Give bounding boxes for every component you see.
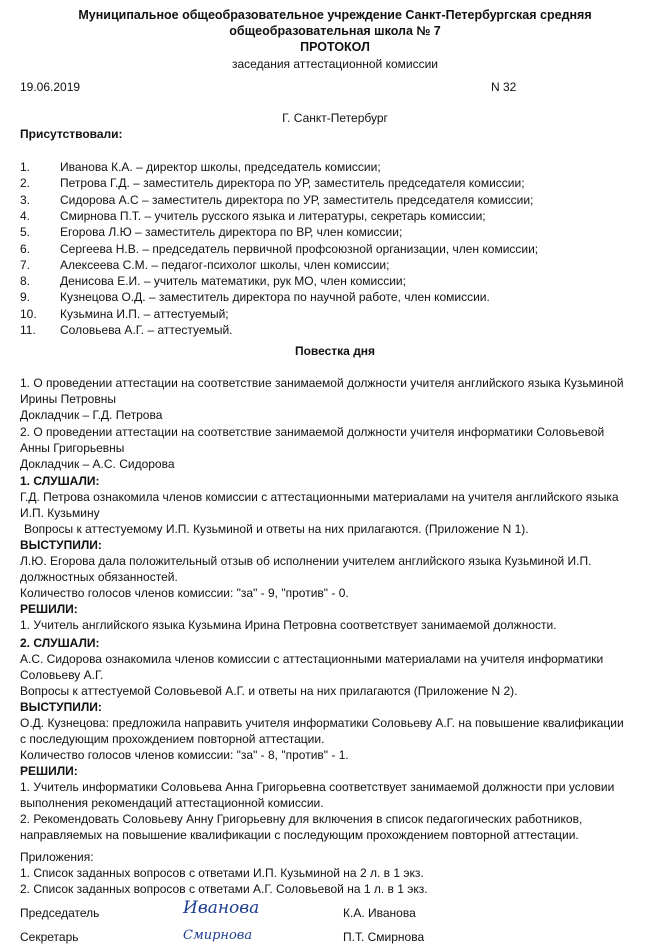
secretary-signature: Смирнова	[183, 928, 253, 943]
attachments-heading: Приложения:	[20, 850, 94, 864]
member-text: Соловьева А.Г. – аттестуемый.	[60, 323, 233, 337]
attachments	[20, 849, 655, 897]
member-text: Смирнова П.Т. – учитель русского языка и литературы, секретарь комиссии;	[60, 208, 486, 223]
agenda-item-1-reporter: Докладчик – Г.Д. Петрова	[20, 408, 163, 422]
member-number: 6.	[20, 241, 31, 256]
section-1-decided-line1: 1. Учитель английского языка Кузьмина Ирина Петровна соответствует занимаемой должности.	[20, 618, 557, 632]
attachment-item-1: 1. Список заданных вопросов с ответами И.П. Кузьминой на 2 л. в 1 экз.	[20, 866, 424, 880]
section-1-heard-line1: Г.Д. Петрова ознакомила членов комиссии с аттестационными материалами на учителя английского языка	[20, 490, 619, 504]
agenda-item-1-line2: Ирины Петровны	[20, 392, 116, 406]
section-2-decided-heading: РЕШИЛИ:	[20, 764, 78, 778]
section-1	[20, 473, 655, 633]
section-2-spoke-line2: с последующим прохождением повторной аттестации.	[20, 732, 325, 746]
section-1-decided-heading: РЕШИЛИ:	[20, 602, 78, 616]
member-number: 5.	[20, 225, 31, 240]
section-1-spoke-heading: ВЫСТУПИЛИ:	[20, 538, 102, 552]
member-number: 9.	[20, 290, 31, 305]
section-1-heard-line2: И.П. Кузьмину	[20, 506, 100, 520]
section-2-decided-line4: направляемых на повышение квалификации с последующим прохождением повторной аттестации.	[20, 828, 579, 842]
member-number: 3.	[20, 192, 31, 207]
member-text: Петрова Г.Д. – заместитель директора по УР, заместитель председателя комиссии;	[60, 176, 525, 191]
section-1-votes: Количество голосов членов комиссии: "за" - 9, "против" - 0.	[20, 586, 349, 600]
member-number: 10.	[20, 306, 37, 321]
member-number: 8.	[20, 274, 31, 289]
member-number: 4.	[20, 208, 31, 223]
section-2-decided-line2: выполнения рекомендаций аттестационной комиссии.	[20, 796, 324, 810]
secretary-name: П.Т. Смирнова	[343, 930, 425, 944]
present-heading: Присутствовали:	[20, 127, 123, 141]
document-type: ПРОТОКОЛ	[300, 40, 370, 54]
secretary-label: Секретарь	[20, 930, 79, 944]
member-number: 7.	[20, 257, 31, 272]
section-2-spoke-line1: О.Д. Кузнецова: предложила направить учителя информатики Соловьеву А.Г. на повышение квалификации	[20, 716, 624, 730]
member-text: Кузнецова О.Д. – заместитель директора по научной работе, член комиссии.	[60, 290, 490, 305]
agenda-item-2-line2: Анны Григорьевны	[20, 441, 125, 455]
section-2-decided-line1: 1. Учитель информатики Соловьева Анна Григорьевна соответствует занимаемой должности при условии	[20, 780, 615, 794]
agenda-item-1	[20, 375, 655, 423]
protocol-date: 19.06.2019	[20, 80, 81, 94]
section-2-decided-line3: 2. Рекомендовать Соловьеву Анну Григорьевну для включения в список педагогических работников,	[20, 812, 583, 826]
member-number: 11.	[20, 323, 36, 337]
chair-label: Председатель	[20, 906, 100, 920]
chair-signature: Иванова	[183, 898, 260, 918]
member-text: Денисова Е.И. – учитель математики, рук МО, член комиссии;	[60, 274, 406, 289]
agenda-item-2-line1: 2. О проведении аттестации на соответствие занимаемой должности учителя информатики Соловьевой	[20, 425, 605, 439]
section-1-spoke-line1: Л.Ю. Егорова дала положительный отзыв об исполнении учителем английского языка Кузьминой И.П.	[20, 554, 592, 568]
member-text: Сергеева Н.В. – председатель первичной профсоюзной организации, член комиссии;	[60, 241, 539, 256]
protocol-number: N 32	[491, 80, 517, 94]
section-2-heard-heading: 2. СЛУШАЛИ:	[20, 636, 100, 650]
member-text: Иванова К.А. – директор школы, председатель комиссии;	[60, 160, 381, 174]
section-2-spoke-heading: ВЫСТУПИЛИ:	[20, 700, 102, 714]
chair-name: К.А. Иванова	[343, 906, 416, 920]
section-2-heard-line1: А.С. Сидорова ознакомила членов комиссии с аттестационными материалами на учителя информатики	[20, 652, 604, 666]
section-2-heard-line2: Соловьеву А.Г.	[20, 668, 104, 682]
agenda-item-2-reporter: Докладчик – А.С. Сидорова	[20, 457, 175, 471]
member-number: 1.	[20, 160, 31, 174]
member-text: Кузьмина И.П. – аттестуемый;	[60, 306, 229, 321]
member-text: Сидорова А.С – заместитель директора по УР, заместитель председателя комиссии;	[60, 192, 534, 207]
document-subtitle: заседания аттестационной комиссии	[231, 57, 439, 71]
institution-name-line1: Муниципальное общеобразовательное учреждение Санкт-Петербургская средняя	[78, 8, 592, 22]
agenda-item-1-line1: 1. О проведении аттестации на соответствие занимаемой должности учителя английского языка Кузьминой	[20, 376, 624, 390]
attachment-item-2: 2. Список заданных вопросов с ответами А.Г. Соловьевой на 1 л. в 1 экз.	[20, 882, 428, 896]
member-text: Алексеева С.М. – педагог-психолог школы, член комиссии;	[60, 257, 390, 272]
section-1-heard-line3: Вопросы к аттестуемому И.П. Кузьминой и ответы на них прилагаются. (Приложение N 1).	[24, 522, 529, 536]
section-1-heard-heading: 1. СЛУШАЛИ:	[20, 474, 100, 488]
member-number: 2.	[20, 176, 31, 191]
member-text: Егорова Л.Ю – заместитель директора по ВР, член комиссии;	[60, 225, 403, 240]
section-2-heard-line3: Вопросы к аттестуемой Соловьевой А.Г. и ответы на них прилагаются (Приложение N 2).	[20, 684, 518, 698]
agenda-item-2	[20, 424, 655, 472]
section-2	[20, 635, 655, 843]
agenda-heading: Повестка дня	[294, 344, 376, 358]
section-1-spoke-line2: должностных обязанностей.	[20, 570, 178, 584]
city: Г. Санкт-Петербург	[282, 111, 388, 125]
section-2-votes: Количество голосов членов комиссии: "за" - 8, "против" - 1.	[20, 748, 349, 762]
institution-name-line2: общеобразовательная школа № 7	[229, 24, 441, 38]
